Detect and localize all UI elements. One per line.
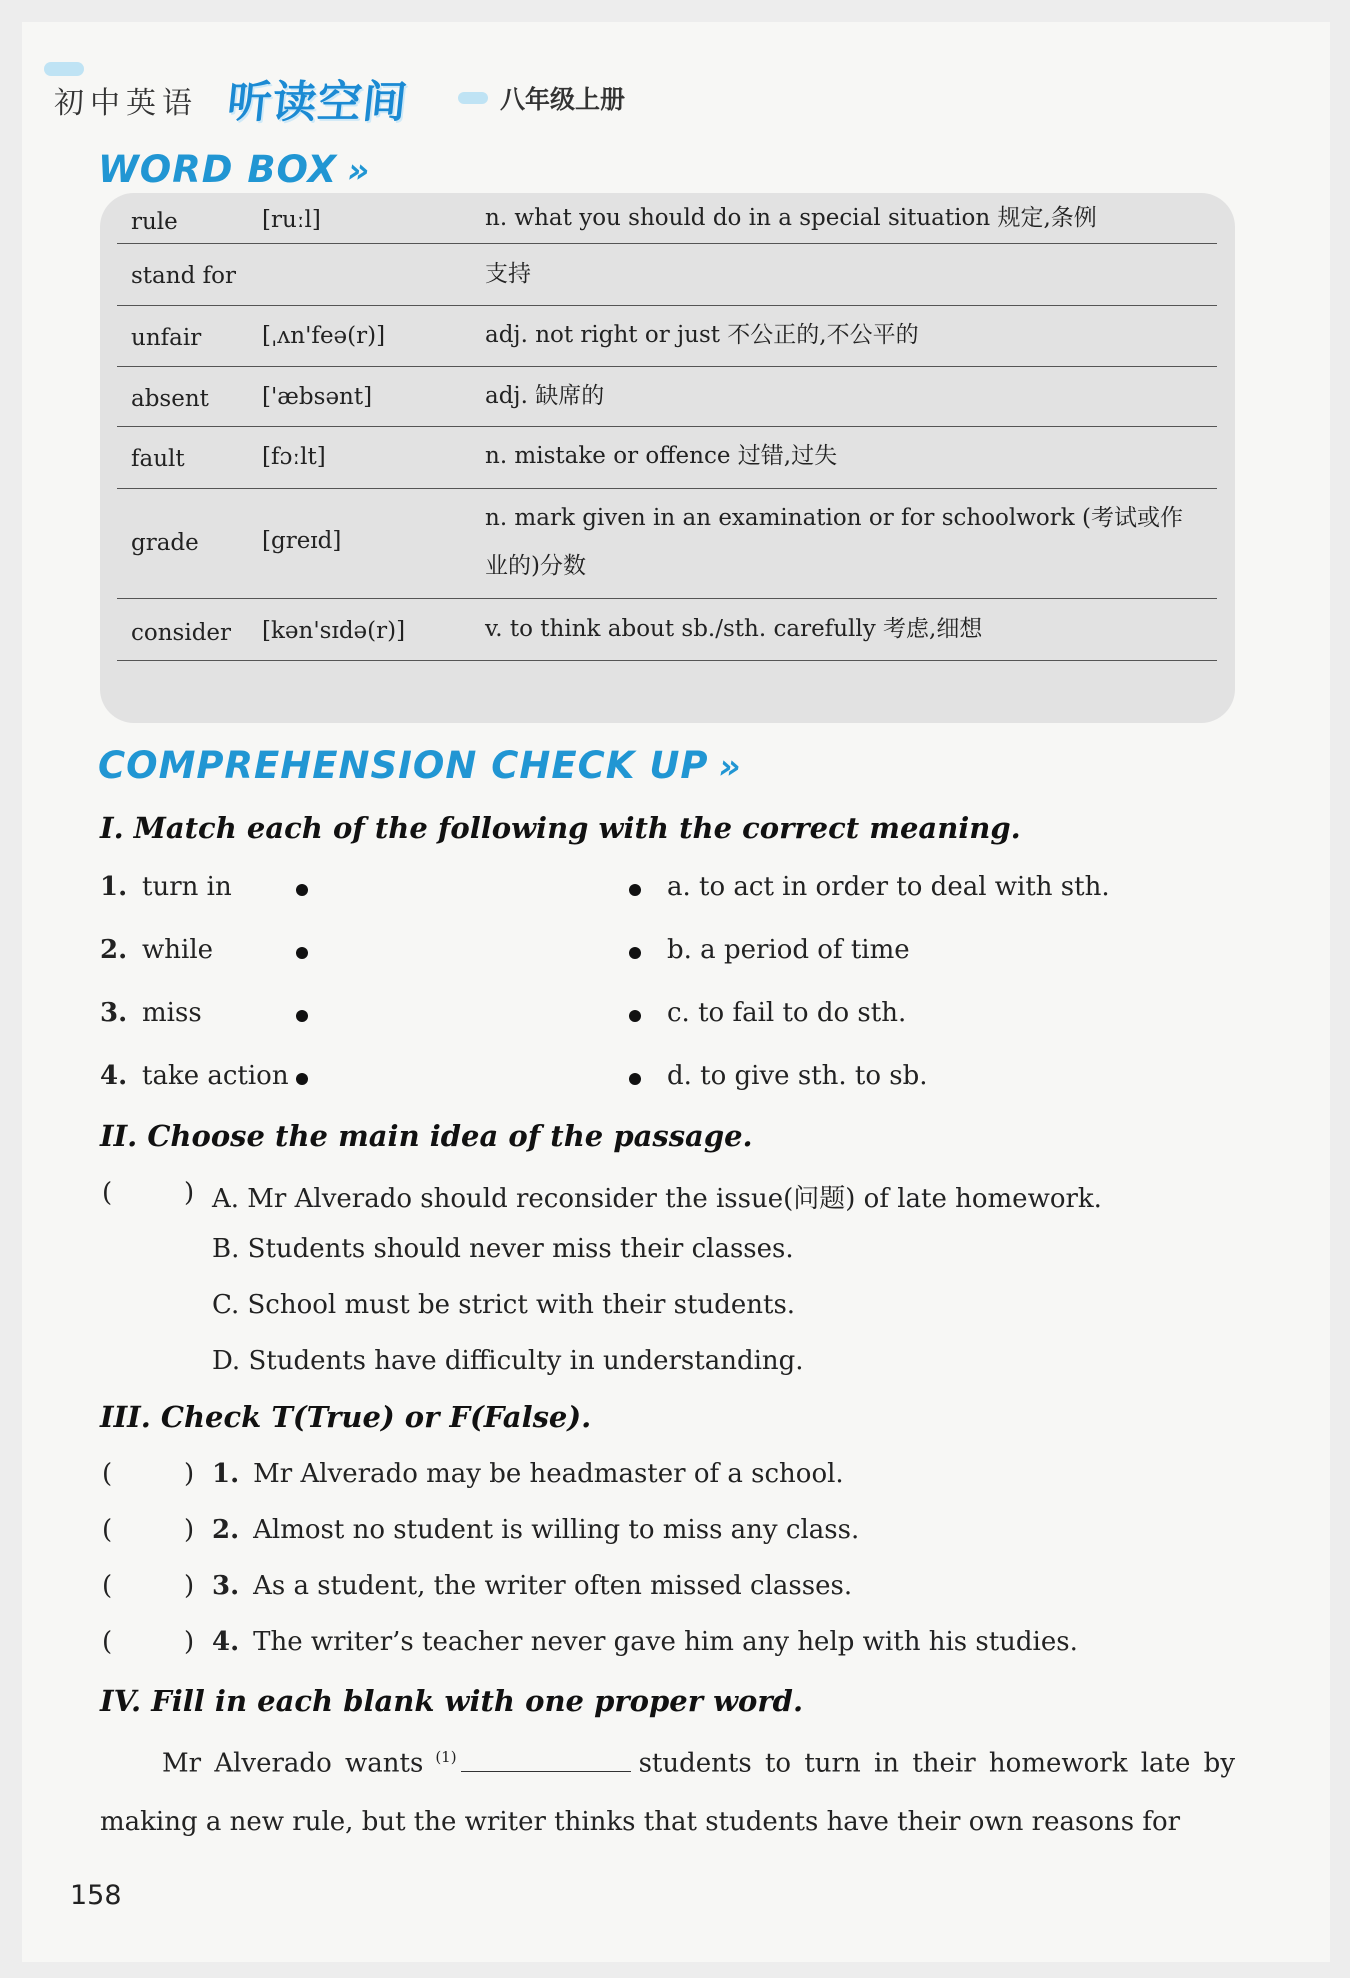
definition: n. mark given in an examination or for schoolwork (考试或作业的)分数 <box>485 505 1183 579</box>
definition: n. mistake or offence 过错,过失 <box>485 443 838 469</box>
fill-in-paragraph: Mr Alverado wants $^{(1)}$ students to turn in their homework late by making a new rule, but the writer thinks that students have their own reasons for <box>100 1748 1236 1837</box>
page-number: 158 <box>70 1880 122 1911</box>
word: fault <box>131 446 185 472</box>
definition: adj. 缺席的 <box>485 383 605 409</box>
part1-heading: I. Match each of the following with the correct meaning. <box>100 811 1021 845</box>
match-dot[interactable] <box>629 884 641 896</box>
word: unfair <box>131 325 202 351</box>
page-header <box>50 48 850 128</box>
comprehension-title: COMPREHENSION CHECK UP » <box>98 744 742 787</box>
match-item: 2. while b. a period of time <box>100 935 910 965</box>
phonetic: [ˌʌn'feə(r)] <box>262 323 386 349</box>
option-c: C. School must be strict with their students. <box>212 1290 796 1320</box>
word-row <box>117 243 1217 306</box>
option-d: D. Students have difficulty in understanding. <box>212 1346 804 1376</box>
match-item: 4. take action d. to give sth. to sb. <box>100 1061 928 1091</box>
answer-bracket[interactable]: ( <box>102 1459 113 1489</box>
word-row <box>117 305 1217 367</box>
textbook-page <box>22 22 1330 1962</box>
word: grade <box>131 530 199 556</box>
part3-heading: III. Check T(True) or F(False). <box>100 1400 592 1434</box>
grade-label: 八年级上册 <box>500 85 626 114</box>
option-b: B. Students should never miss their classes. <box>212 1234 794 1264</box>
answer-bracket[interactable]: ) <box>184 1571 195 1601</box>
phonetic: [fɔːlt] <box>262 444 326 470</box>
chevron-icon: » <box>347 151 371 191</box>
tf-item: 2. Almost no student is willing to miss any class. <box>212 1515 860 1545</box>
phonetic: ['æbsənt] <box>262 384 373 410</box>
answer-bracket[interactable]: ) <box>184 1515 195 1545</box>
word: consider <box>131 620 232 646</box>
tf-item: 3. As a student, the writer often missed classes. <box>212 1571 853 1601</box>
header-decoration <box>44 62 84 76</box>
answer-bracket[interactable]: ) <box>184 1459 195 1489</box>
word-row <box>117 366 1217 427</box>
match-dot[interactable] <box>629 1010 641 1022</box>
part2-heading: II. Choose the main idea of the passage. <box>100 1119 753 1153</box>
word-row <box>117 426 1217 489</box>
definition: v. to think about sb./sth. carefully 考虑,细想 <box>485 616 983 642</box>
word-row <box>117 193 1217 244</box>
match-dot[interactable] <box>296 1010 308 1022</box>
definition: 支持 <box>485 261 531 287</box>
word-row <box>117 488 1217 599</box>
phonetic: [ruːl] <box>262 207 321 233</box>
part4-heading: IV. Fill in each blank with one proper word. <box>100 1684 804 1718</box>
blank-number: (1) <box>435 1748 457 1766</box>
definition: adj. not right or just 不公正的,不公平的 <box>485 322 919 348</box>
answer-bracket[interactable]: ( <box>102 1515 113 1545</box>
match-item: 1. turn in a. to act in order to deal with sth. <box>100 872 1110 902</box>
phonetic: [kən'sɪdə(r)] <box>262 618 406 644</box>
match-dot[interactable] <box>629 1073 641 1085</box>
answer-bracket[interactable]: ( <box>102 1627 113 1657</box>
word-row <box>117 598 1217 661</box>
tf-item: 1. Mr Alverado may be headmaster of a school. <box>212 1459 844 1489</box>
word: absent <box>131 386 209 412</box>
word-box-title: WORD BOX » <box>98 148 371 191</box>
series-title: 初中英语 <box>54 86 198 121</box>
answer-bracket[interactable]: ) <box>184 1627 195 1657</box>
header-decoration <box>458 92 488 104</box>
word: stand for <box>131 263 236 289</box>
definition: n. what you should do in a special situation 规定,条例 <box>485 205 1097 231</box>
match-item: 3. miss c. to fail to do sth. <box>100 998 907 1028</box>
blank-1[interactable] <box>461 1747 631 1772</box>
word: rule <box>131 209 178 235</box>
match-dot[interactable] <box>629 947 641 959</box>
answer-bracket[interactable]: ( <box>102 1571 113 1601</box>
match-dot[interactable] <box>296 884 308 896</box>
answer-bracket[interactable]: ) <box>184 1178 195 1208</box>
brand-logo: 听读空间 <box>224 77 411 128</box>
option-a: A. Mr Alverado should reconsider the issue(问题) of late homework. <box>212 1184 1102 1214</box>
match-dot[interactable] <box>296 947 308 959</box>
match-dot[interactable] <box>296 1073 308 1085</box>
word-box <box>100 193 1235 723</box>
chevron-icon: » <box>718 747 742 787</box>
tf-item: 4. The writer’s teacher never gave him any help with his studies. <box>212 1627 1078 1657</box>
phonetic: [greɪd] <box>262 528 342 554</box>
answer-bracket[interactable]: ( <box>102 1178 113 1208</box>
